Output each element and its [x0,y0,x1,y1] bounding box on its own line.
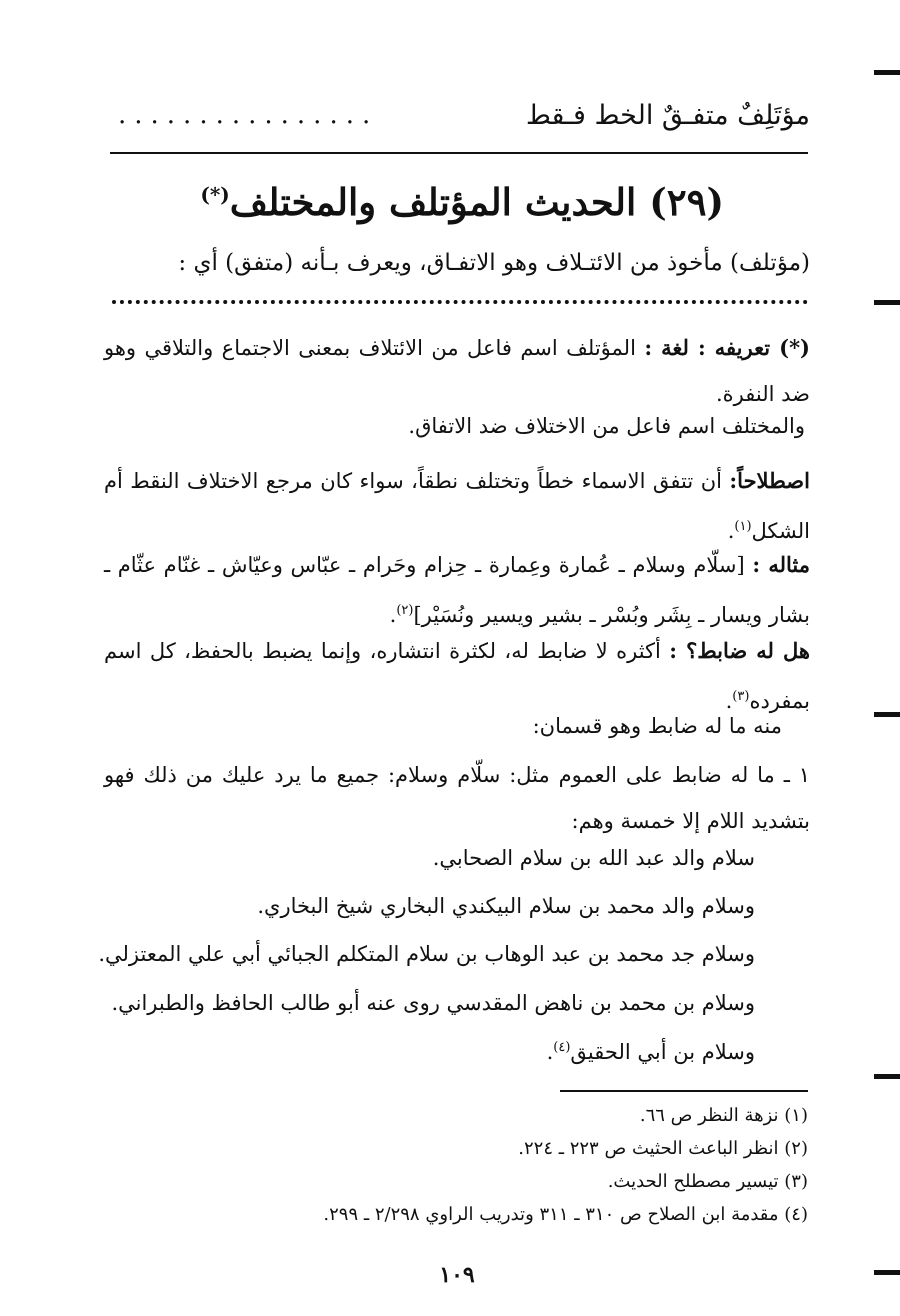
margin-tick [874,300,900,305]
list-item-1-text: ما له ضابط على العموم مثل: سلّام وسلام: جميع ما يرد عليك من ذلك فهو بتشديد اللام إلا خمسة وهم: [104,763,810,833]
page-number: ١٠٩ [439,1262,475,1288]
running-head: مؤتَلِفٌ متفـقٌ الخط فـقط [525,100,810,131]
definition-paragraph [104,325,810,417]
rule-label: هل له ضابط؟ : [669,638,810,663]
margin-tick [874,70,900,75]
list-item-last-text: وسلام بن أبي الحقيق [570,1040,755,1064]
chapter-title-mark: (*) [200,182,230,207]
istilah-label: اصطلاحاً: [729,468,810,493]
footnote-3: (٣) تيسير مصطلح الحديث. [607,1171,808,1192]
istilah-paragraph: اصطلاحاً: أن تتفق الاسماء خطاً وتختلف نطقاً، سواء كان مرجع الاختلاف النقط أم الشكل$^{(١)}$. [104,468,810,543]
list-item: وسلام جد محمد بن عبد الوهاب بن سلام المتكلم الجبائي أبي علي المعتزلي. [98,942,755,966]
rule-paragraph: هل له ضابط؟ : أكثره لا ضابط له، لكثرة انتشاره، وإنما يضبط بالحفظ، كل اسم بمفرده$^{(٣)}$. [104,638,810,713]
definition-text: المؤتلف اسم فاعل من الائتلاف بمعنى الاجتماع والتلاقي وهو ضد النفرة. [104,336,810,406]
definition-label: (*) تعريفه : لغة : [644,335,810,360]
footnote-1: (١) نزهة النظر ص ٦٦. [639,1105,808,1126]
example-label: مثاله : [752,552,810,577]
chapter-intro: (مؤتلف) مأخوذ من الائتـلاف وهو الاتفـاق، ويعرف بـأنه (متفق) أي : [178,250,810,276]
rule-text: أكثره لا ضابط له، لكثرة انتشاره، وإنما يضبط بالحفظ، كل اسم بمفرده [104,639,810,713]
list-item-1-number: ١ ـ [783,763,810,787]
istilah-ref: (١) [734,519,752,534]
running-head-dots: ................ [118,100,379,130]
mukhtalif-paragraph: والمختلف اسم فاعل من الاختلاف ضد الاتفاق. [408,414,805,438]
chapter-title [200,180,724,224]
example-ref: (٢) [396,603,414,618]
footnote-2: (٢) انظر الباعث الحثيث ص ٢٢٣ ـ ٢٢٤. [518,1138,808,1159]
list-item-last: وسلام بن أبي الحقيق$^{(٤)}$. [546,1040,755,1064]
footnote-4: (٤) مقدمة ابن الصلاح ص ٣١٠ ـ ٣١١ وتدريب الراوي ٢/٢٩٨ ـ ٢٩٩. [323,1204,808,1225]
list-item: وسلام والد محمد بن سلام البيكندي البخاري شيخ البخاري. [257,894,755,918]
list-item-last-ref: (٤) [553,1040,571,1055]
list-item: سلام والد عبد الله بن سلام الصحابي. [432,846,755,870]
dotted-separator [112,300,808,304]
margin-tick [874,1270,900,1275]
header-rule [110,152,808,154]
list-item: وسلام بن محمد بن ناهض المقدسي روى عنه أبو طالب الحافظ والطبراني. [111,991,755,1015]
example-text: [سلّام وسلام ـ عُمارة وعِمارة ـ حِزام وحَرام ـ عبّاس وعيّاش ـ غنّام عثّام ـ بشار ويسار ـ بِشَر وبُسْر ـ بشير ويسير ونُسَيْر] [104,553,810,627]
chapter-title-text: (٢٩) الحديث المؤتلف والمختلف [229,180,724,224]
division-line: منه ما له ضابط وهو قسمان: [532,714,782,738]
list-item-1 [104,752,810,844]
margin-tick [874,712,900,717]
rule-ref: (٣) [732,689,750,704]
margin-tick [874,1074,900,1079]
istilah-text: أن تتفق الاسماء خطاً وتختلف نطقاً، سواء كان مرجع الاختلاف النقط أم الشكل [104,469,810,543]
footnote-rule [560,1090,808,1092]
example-paragraph: مثاله : [سلّام وسلام ـ عُمارة وعِمارة ـ حِزام وحَرام ـ عبّاس وعيّاش ـ غنّام عثّام ـ بشار ويسار ـ بِشَر وبُسْر ـ بشير ويسير ونُسَيْر]$^{(٢)}$. [104,552,810,627]
